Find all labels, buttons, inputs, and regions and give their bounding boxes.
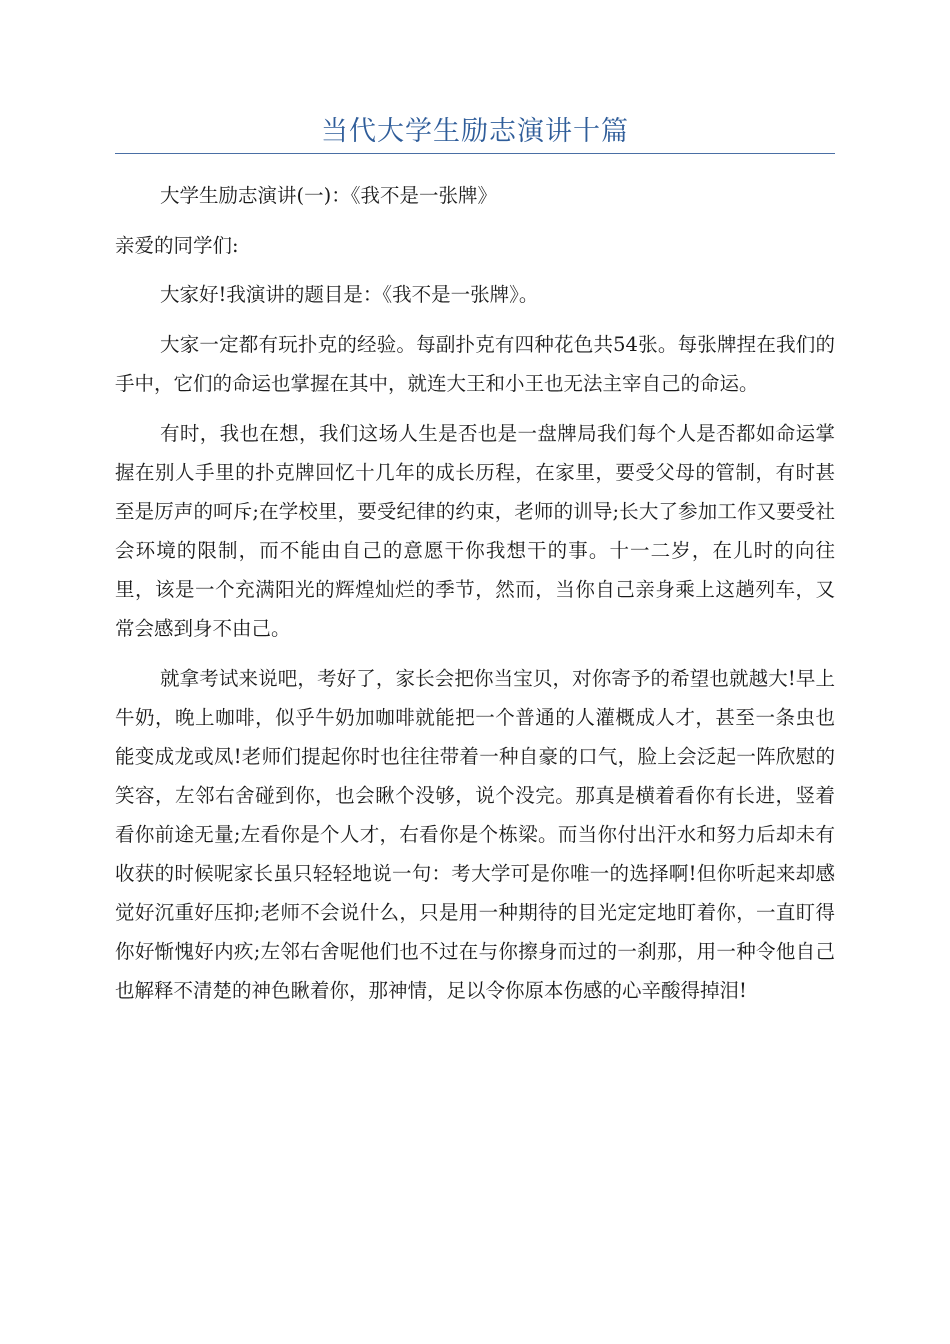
salutation: 亲爱的同学们: bbox=[115, 234, 239, 257]
paragraph-greeting: 大家好!我演讲的题目是：《我不是一张牌》。 bbox=[160, 283, 539, 306]
paragraph-2: 有时，我也在想，我们这场人生是否也是一盘牌局我们每个人是否都如命运掌握在别人手里的扑克牌回忆十几年的成长历程，在家里，要受父母的管制，有时甚至是厉声的呵斥;在学校里，要受纪律的约束，老师的训导;长大了参加工作又要受社会环境的限制，而不能由自己的意愿干你我想干的事。十一二岁，在儿时的向往里，该是一个充满阳光的辉煌灿烂的季节，然而，当你自己亲身乘上这趟列车，又常会感到身不由己。 bbox=[115, 422, 835, 640]
section-heading: 大学生励志演讲(一)：《我不是一张牌》 bbox=[160, 184, 497, 207]
document-body bbox=[115, 176, 835, 1021]
document-title: 当代大学生励志演讲十篇 bbox=[321, 116, 629, 147]
title-underline bbox=[115, 153, 835, 154]
paragraph-3: 就拿考试来说吧，考好了，家长会把你当宝贝，对你寄予的希望也就越大!早上牛奶，晚上咖啡，似乎牛奶加咖啡就能把一个普通的人灌概成人才，甚至一条虫也能变成龙或凤!老师们提起你时也往往带着一种自豪的口气，脸上会泛起一阵欣慰的笑容，左邻右舍碰到你，也会瞅个没够，说个没完。那真是横着看你有长进，竖着看你前途无量;左看你是个人才，右看你是个栋梁。而当你付出汗水和努力后却未有收获的时候呢家长虽只轻轻地说一句：考大学可是你唯一的选择啊!但你听起来却感觉好沉重好压抑;老师不会说什么，只是用一种期待的目光定定地盯着你，一直盯得你好惭愧好内疚;左邻右舍呢他们也不过在与你擦身而过的一刹那，用一种令他自己也解释不清楚的神色瞅着你，那神情，足以令你原本伤感的心辛酸得掉泪! bbox=[115, 667, 835, 1002]
paragraph-1: 大家一定都有玩扑克的经验。每副扑克有四种花色共54张。每张牌捏在我们的手中，它们的命运也掌握在其中，就连大王和小王也无法主宰自己的命运。 bbox=[115, 333, 835, 395]
